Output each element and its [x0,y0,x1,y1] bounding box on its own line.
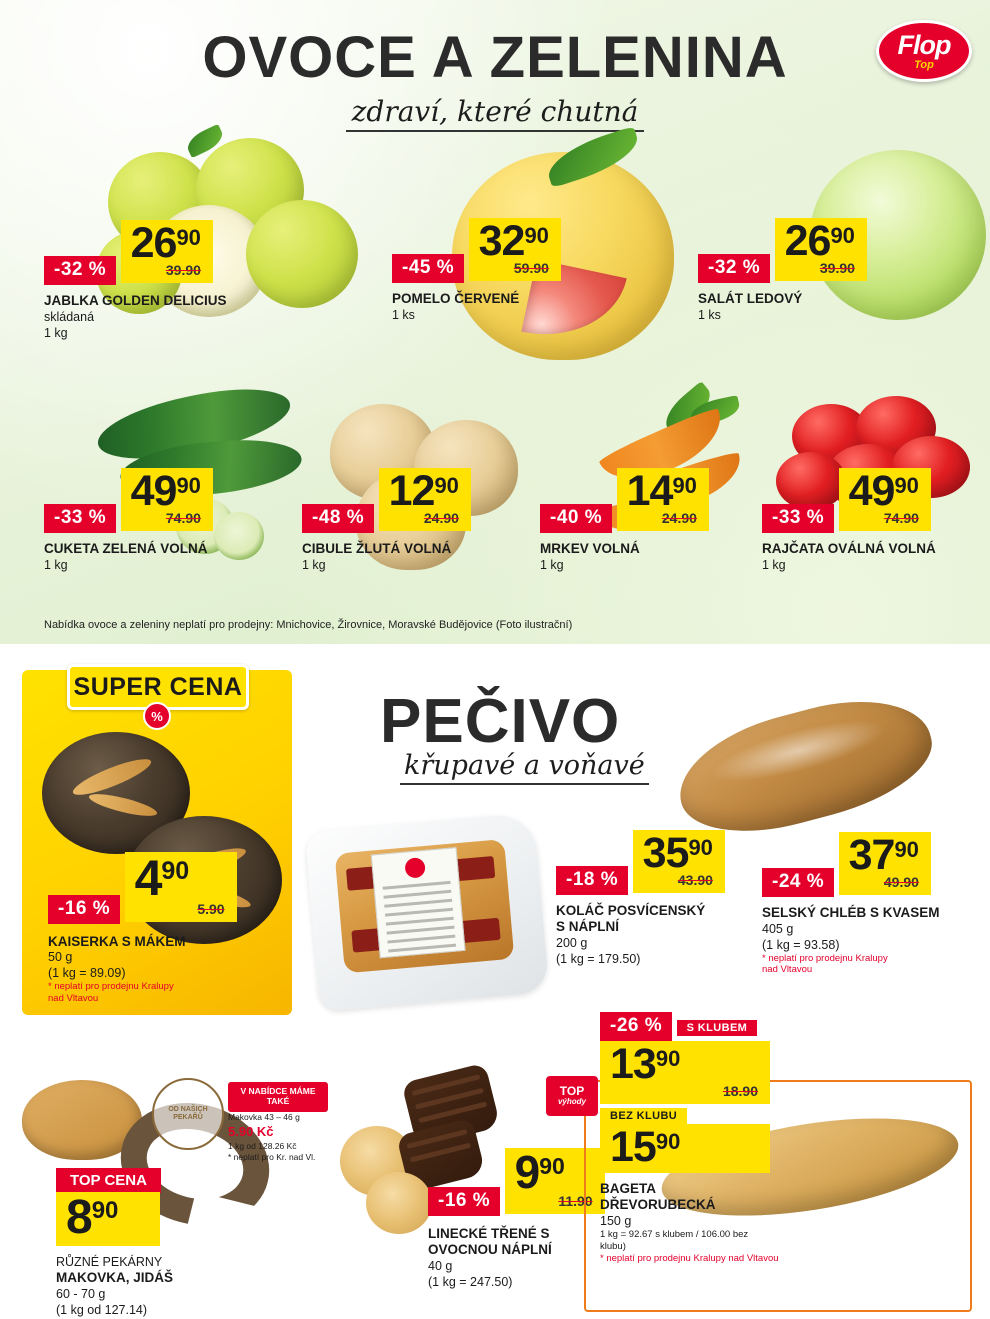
produce-section [0,0,990,648]
price-box: 4990 74.90 [121,468,213,531]
product-weight: 40 g [428,1258,453,1273]
price-box: 3790 49.90 [839,832,931,895]
product-sub1: 1 kg [302,557,326,572]
discount-badge: -24 % [762,868,834,897]
product-brand-line: RŮZNÉ PEKÁRNY [56,1254,163,1269]
product-name: BAGETA DŘEVORUBECKÁ [600,1180,716,1212]
percent-icon: % [143,702,171,730]
discount-badge: -45 % [392,254,464,283]
discount-badge: -33 % [762,504,834,533]
logo-brand-text: Flop [897,29,951,60]
product-unit-price: (1 kg = 93.58) [762,937,840,952]
noclub-price-box: 1590 [600,1124,770,1173]
product-name: RAJČATA OVÁLNÁ VOLNÁ [762,540,936,556]
price-tag-linecke [428,1148,605,1290]
makovka-extra-info [228,1112,328,1164]
product-name: MRKEV VOLNÁ [540,540,640,556]
discount-badge: -32 % [698,254,770,283]
bakery-heading: PEČIVO [380,687,621,756]
product-sub1: 1 kg [762,557,786,572]
product-unit-price: (1 kg = 179.50) [556,951,641,966]
product-unit-price: 1 kg = 92.67 s klubem / 106.00 bez klubu) [600,1228,749,1252]
club-old-price: 18.90 [722,1082,758,1099]
product-weight: 150 g [600,1213,632,1228]
club-price-box: 1390 18.90 [600,1041,770,1104]
product-name: MAKOVKA, JIDÁŠ [56,1269,174,1285]
product-unit-price: (1 kg = 89.09) [48,966,126,981]
old-price: 49.90 [883,873,919,890]
old-price: 59.90 [513,259,549,276]
price-box: 2690 39.90 [121,220,213,283]
club-label: S KLUBEM [677,1020,758,1036]
product-weight: 60 - 70 g [56,1286,106,1301]
old-price: 74.90 [165,509,201,526]
product-name: CIBULE ŽLUTÁ VOLNÁ [302,540,452,556]
price-tag-kaiserka [48,852,237,1004]
product-weight: 200 g [556,935,588,950]
produce-heading: OVOCE A ZELENINA [202,25,788,90]
bakery-subheading: křupavé a voňavé [400,750,649,781]
price-tag-bageta [600,1012,779,1264]
top-cena-badge: TOP CENA [56,1168,161,1193]
price-tag-lettuce [698,218,867,323]
old-price: 39.90 [165,261,201,278]
old-price: 24.90 [661,509,697,526]
price-tag-apples [44,220,227,341]
old-price: 11.90 [558,1192,593,1209]
discount-badge: -26 % [600,1012,672,1041]
kolac-package-label [371,847,466,958]
product-name: KOLÁČ POSVÍCENSKÝ S NÁPLNÍ [556,902,706,934]
price-box: 1490 24.90 [617,468,709,531]
produce-disclaimer: Nabídka ovoce a zeleniny neplatí pro prodejny: Mnichovice, Žirovnice, Moravské Budějovice (Foto ilustrační) [44,619,573,631]
price-box: 3590 43.90 [633,830,725,893]
product-note: * neplatí pro prodejnu Kralupy nad Vltavou [48,981,174,1004]
product-name: SELSKÝ CHLÉB S KVASEM [762,904,940,920]
product-sub1: 1 kg [44,557,68,572]
price-tag-onion [302,468,471,573]
price-box: 490 5.90 [125,852,237,922]
bakers-stamp-icon: OD NAŠICH PEKAŘŮ [152,1078,224,1150]
old-price: 39.90 [819,259,855,276]
discount-badge: -33 % [44,504,116,533]
price-tag-bread [762,832,942,976]
price-tag-makovka [56,1192,216,1318]
price-tag-zucchini [44,468,213,573]
product-name: SALÁT LEDOVÝ [698,290,803,306]
discount-badge: -48 % [302,504,374,533]
makovka-info-line2: 1 kg od 128.26 Kč [228,1141,297,1152]
product-name: JABLKA GOLDEN DELICIUS [44,292,227,308]
makovka-info-line1: Makovka 43 – 46 g [228,1112,300,1122]
product-note: * neplatí pro prodejnu Kralupy nad Vltavou [762,952,888,976]
product-unit-price: (1 kg = 247.50) [428,1274,513,1289]
product-sub1: 1 ks [698,307,721,322]
old-price: 43.90 [677,871,713,888]
bakery-section [0,652,990,1319]
product-name: POMELO ČERVENÉ [392,290,520,306]
price-box: 2690 39.90 [775,218,867,281]
old-price: 24.90 [423,509,459,526]
top-vyhody-line1: TOP [559,1084,585,1098]
product-sub1: 1 ks [392,307,415,322]
price-box: 890 [56,1192,160,1246]
price-tag-carrot [540,468,709,573]
price-tag-kolac [556,830,725,967]
price-box: 1290 24.90 [379,468,471,531]
product-sub1: skládaná [44,309,95,324]
v-nabidce-badge: V NABÍDCE MÁME TAKÉ [228,1082,328,1112]
product-weight: 50 g [48,950,73,965]
kolac-image [305,812,550,1011]
discount-badge: -16 % [48,895,120,924]
product-unit-price: (1 kg od 127.14) [56,1302,148,1317]
price-box: 990 11.90 [505,1148,605,1214]
product-name: KAISERKA S MÁKEM [48,933,186,949]
top-vyhody-line2: výhody [557,1097,586,1107]
price-box: 4990 74.90 [839,468,931,531]
product-name: LINECKÉ TŘENÉ S OVOCNOU NÁPLNÍ [428,1225,552,1257]
product-note: * neplatí pro prodejnu Kralupy nad Vltavou [600,1252,779,1264]
old-price: 74.90 [883,509,919,526]
price-tag-pomelo [392,218,561,323]
produce-subheading: zdraví, které chutná [0,95,990,128]
product-sub1: 1 kg [540,557,564,572]
discount-badge: -32 % [44,256,116,285]
super-cena-badge: SUPER CENA [67,664,249,710]
product-name: CUKETA ZELENÁ VOLNÁ [44,540,208,556]
product-sub2: 1 kg [44,325,68,340]
top-vyhody-badge [546,1076,598,1116]
makovka-info-price: 5.90 Kč [228,1124,274,1140]
discount-badge: -18 % [556,866,628,895]
discount-badge: -16 % [428,1187,500,1216]
logo-brand-sub: Top [914,58,934,71]
noclub-label: BEZ KLUBU [600,1108,687,1124]
price-tag-tomato [762,468,936,573]
discount-badge: -40 % [540,504,612,533]
product-weight: 405 g [762,921,794,936]
makovka-info-note: * neplatí pro Kr. nad Vl. [228,1152,316,1163]
price-box: 3290 59.90 [469,218,561,281]
old-price: 5.90 [197,900,225,917]
